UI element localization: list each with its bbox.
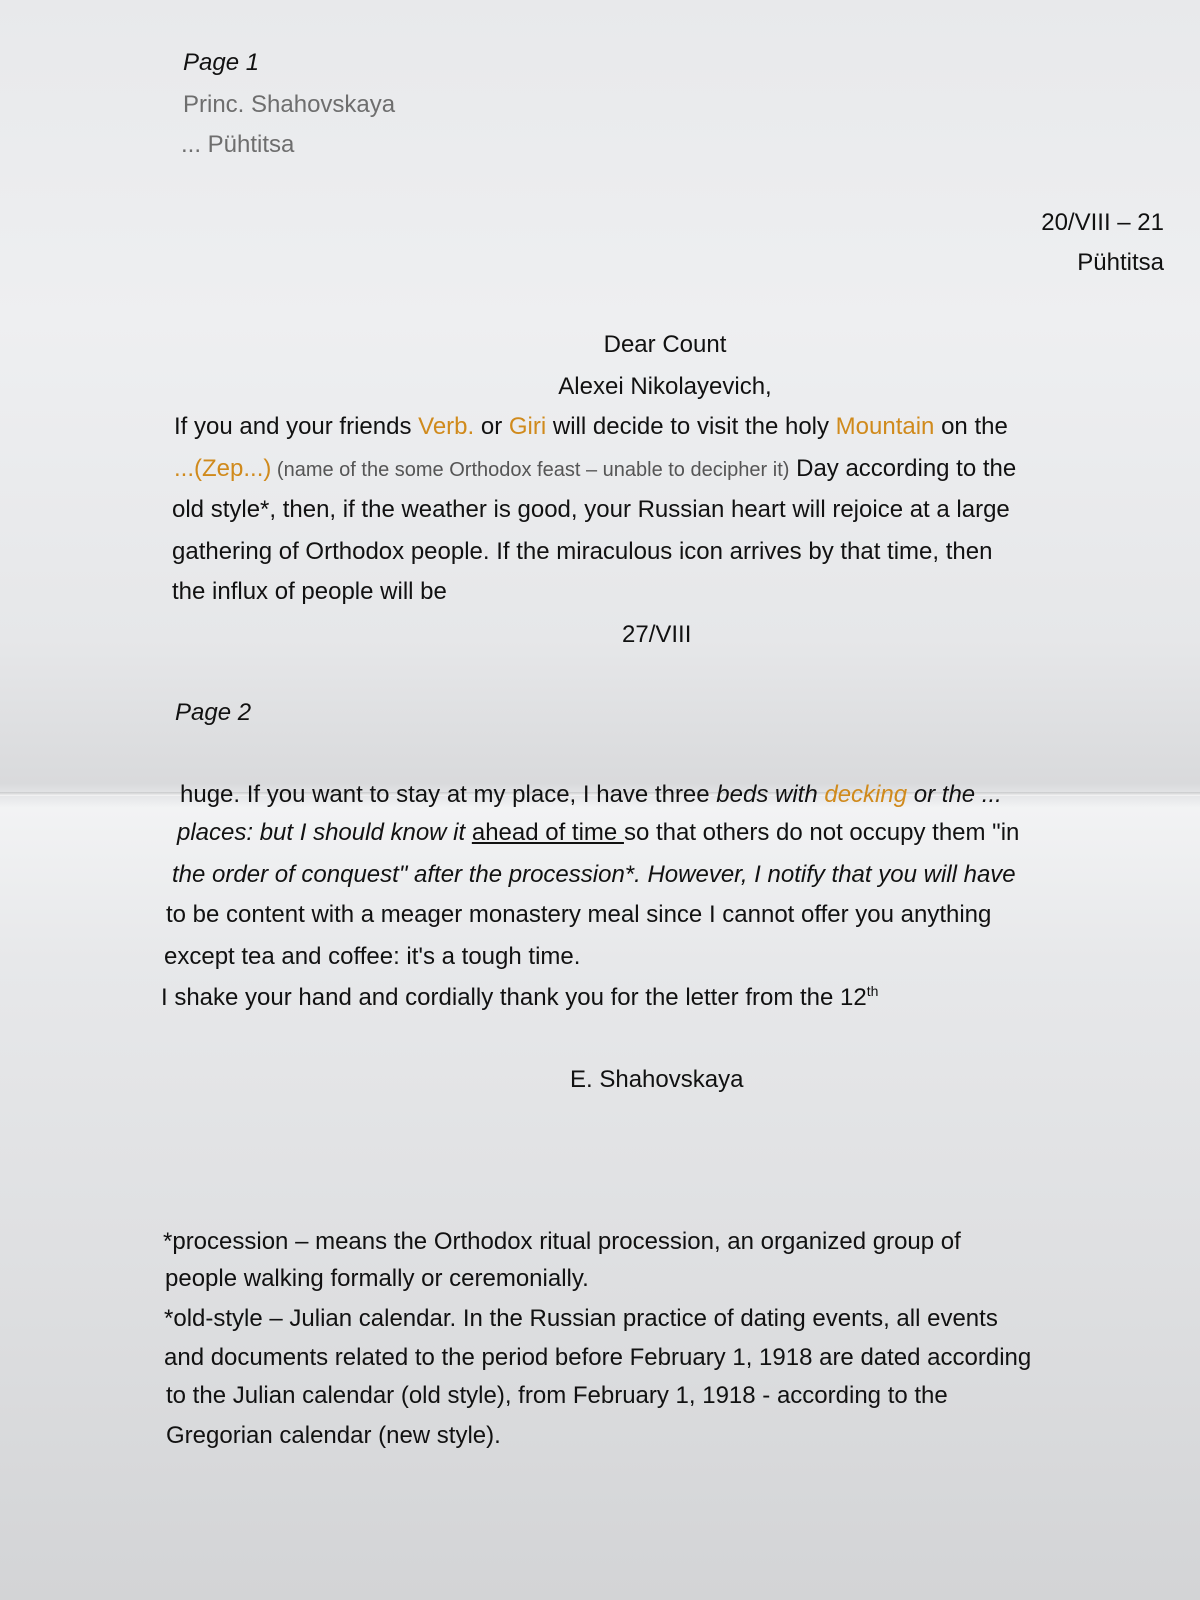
letter-date: 20/VIII – 21 (1041, 209, 1164, 236)
footnote-line-3: *old-style – Julian calendar. In the Russian practice of dating events, all events (164, 1305, 998, 1332)
highlight-mountain: Mountain (835, 413, 935, 440)
letter-date-place: Pühtitsa (1077, 249, 1164, 276)
p2-line-1: huge. If you want to stay at my place, I have three beds with decking or the ... (180, 781, 1002, 808)
translator-note: (name of the some Orthodox feast – unable to decipher it) (271, 459, 790, 481)
p1-line-3: old style*, then, if the weather is good, your Russian heart will rejoice at a large (172, 496, 1010, 523)
footnote-line-1: *procession – means the Orthodox ritual procession, an organized group of (163, 1228, 961, 1255)
footnote-line-6: Gregorian calendar (new style). (166, 1422, 501, 1449)
highlight-verb: Verb. (418, 413, 475, 440)
highlight-decking: decking (824, 781, 908, 808)
p2-line-2: places: but I should know it ahead of time so that others do not occupy them "in (177, 819, 1020, 846)
page-2-label: Page 2 (175, 699, 252, 726)
p1-line-2: ...(Zep...) (name of the some Orthodox feast – unable to decipher it) Day according to the (174, 455, 1017, 482)
sender-place: ... Pühtitsa (181, 131, 295, 158)
p2-line-3: the order of conquest" after the procession*. However, I notify that you will have (172, 861, 1016, 888)
underlined-ahead-of-time: ahead of time (471, 819, 624, 846)
page-1-label: Page 1 (183, 49, 260, 76)
p2-line-6: I shake your hand and cordially thank you for the letter from the 12th (161, 983, 879, 1011)
page-1-footer-date: 27/VIII (622, 621, 692, 648)
footnote-line-4: and documents related to the period before February 1, 1918 are dated according (164, 1344, 1032, 1371)
highlight-zep: ...(Zep...) (174, 455, 272, 482)
footnote-line-5: to the Julian calendar (old style), from February 1, 1918 - according to the (166, 1382, 948, 1409)
salutation-title: Dear Count (603, 331, 727, 358)
salutation-name: Alexei Nikolayevich, (558, 373, 772, 400)
highlight-giri: Giri (508, 413, 547, 440)
p2-line-5: except tea and coffee: it's a tough time. (164, 943, 581, 970)
footnote-line-2: people walking formally or ceremonially. (165, 1265, 589, 1292)
p1-line-4: gathering of Orthodox people. If the miraculous icon arrives by that time, then (172, 538, 993, 565)
signature: E. Shahovskaya (570, 1066, 744, 1093)
p2-line-4: to be content with a meager monastery meal since I cannot offer you anything (166, 901, 992, 928)
p1-line-1: If you and your friends Verb. or Giri will decide to visit the holy Mountain on the (174, 413, 1008, 440)
p1-line-5: the influx of people will be (172, 578, 447, 605)
sender-name: Princ. Shahovskaya (183, 91, 396, 118)
